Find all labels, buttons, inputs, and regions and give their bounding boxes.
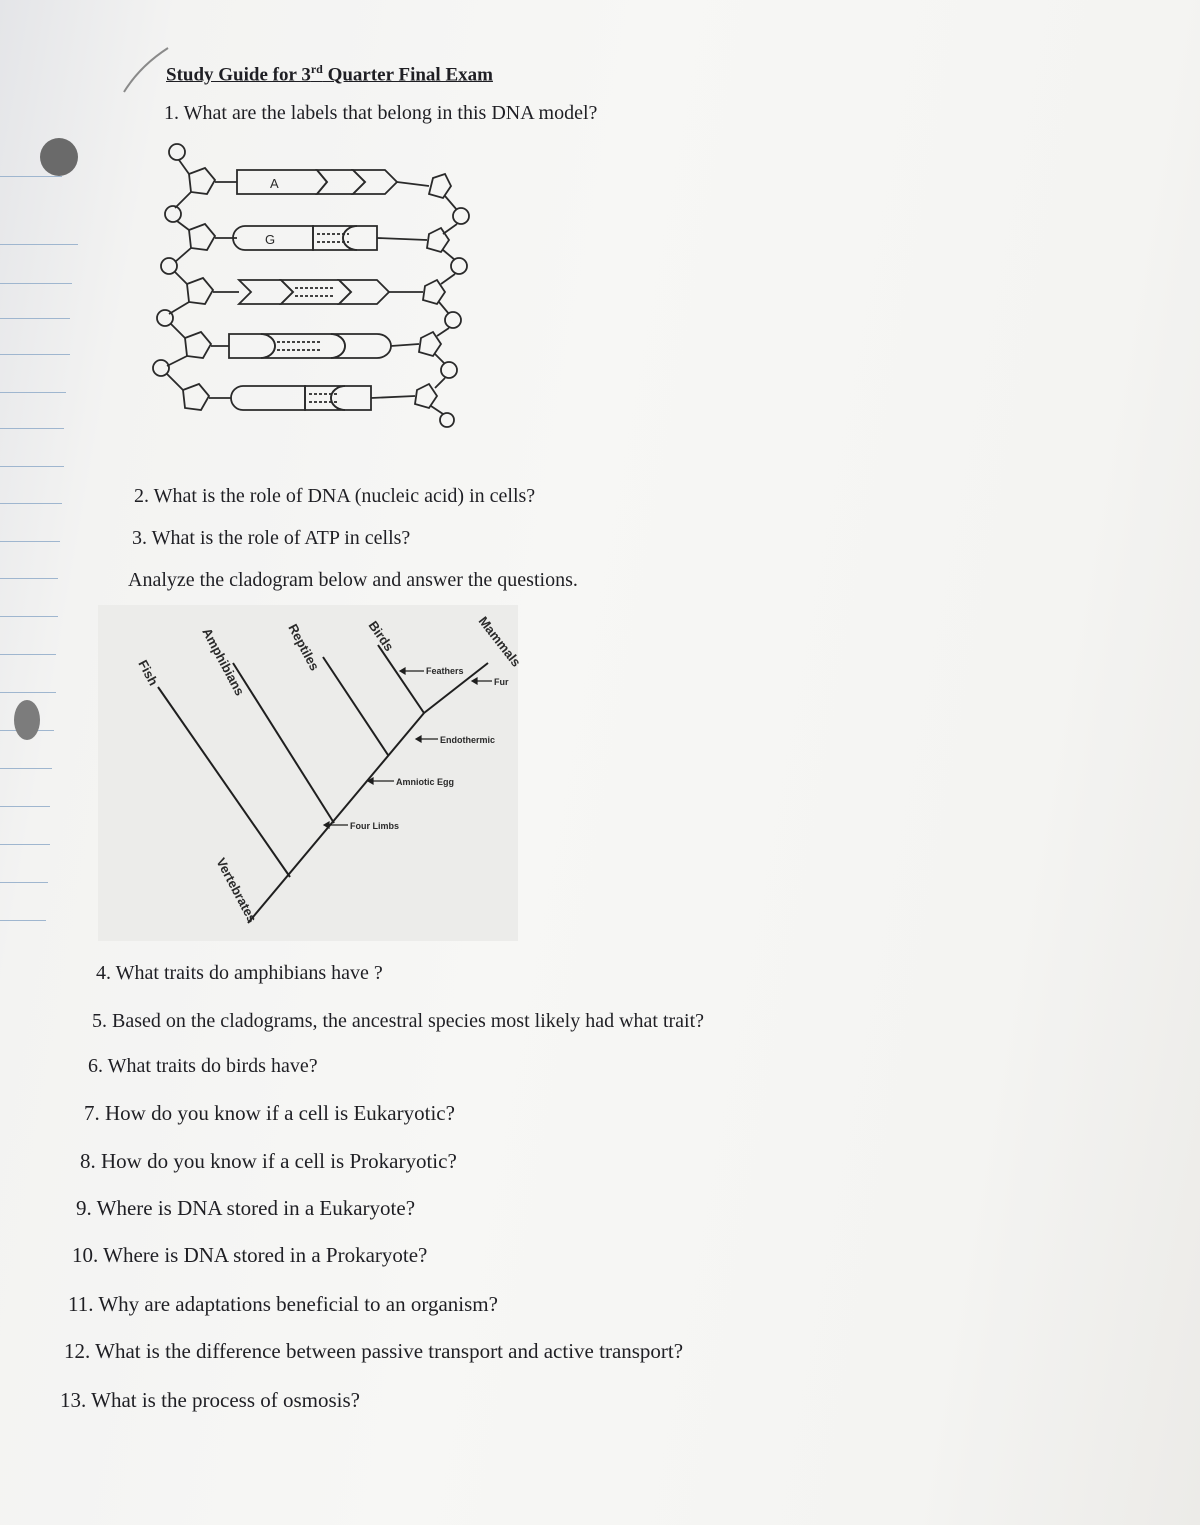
taxon-mammals: Mammals <box>475 613 524 670</box>
question-4: 4. What traits do amphibians have ? <box>96 962 383 984</box>
trait-amniotic-egg: Amniotic Egg <box>396 777 454 787</box>
base-label-g: G <box>265 232 276 247</box>
taxon-amphibians: Amphibians <box>199 625 248 699</box>
base-label-a: A <box>270 176 279 191</box>
notebook-margin-lines <box>0 0 70 1525</box>
question-10: 10. Where is DNA stored in a Prokaryote? <box>72 1243 428 1267</box>
cladogram-instruction: Analyze the cladogram below and answer the questions. <box>128 569 578 591</box>
trait-fur: Fur <box>494 677 509 687</box>
question-8: 8. How do you know if a cell is Prokaryotic? <box>80 1149 457 1173</box>
question-9: 9. Where is DNA stored in a Eukaryote? <box>76 1196 416 1220</box>
taxon-reptiles: Reptiles <box>285 621 323 674</box>
taxon-fish: Fish <box>135 657 162 689</box>
trait-endothermic: Endothermic <box>440 735 496 745</box>
taxon-birds: Birds <box>365 618 397 654</box>
question-13: 13. What is the process of osmosis? <box>60 1388 360 1412</box>
root-label-vertebrates: Vertebrates <box>213 855 260 925</box>
check-mark-icon <box>122 44 172 96</box>
question-11: 11. Why are adaptations beneficial to an organism? <box>68 1292 498 1316</box>
trait-four-limbs: Four Limbs <box>350 821 399 831</box>
question-1: 1. What are the labels that belong in this DNA model? <box>164 102 598 124</box>
cladogram-diagram <box>98 605 524 941</box>
question-5: 5. Based on the cladograms, the ancestral species most likely had what trait? <box>92 1010 705 1032</box>
question-6: 6. What traits do birds have? <box>88 1055 318 1077</box>
page-title: Study Guide for 3rd Quarter Final Exam <box>166 62 493 86</box>
binder-hole-middle <box>14 700 40 740</box>
trait-feathers: Feathers <box>426 666 464 676</box>
question-7: 7. How do you know if a cell is Eukaryotic? <box>84 1101 455 1125</box>
question-2: 2. What is the role of DNA (nucleic acid) in cells? <box>134 485 536 507</box>
question-12: 12. What is the difference between passive transport and active transport? <box>64 1339 684 1363</box>
binder-hole-top <box>40 138 78 176</box>
question-3: 3. What is the role of ATP in cells? <box>132 527 411 549</box>
dna-model-diagram <box>145 138 475 428</box>
